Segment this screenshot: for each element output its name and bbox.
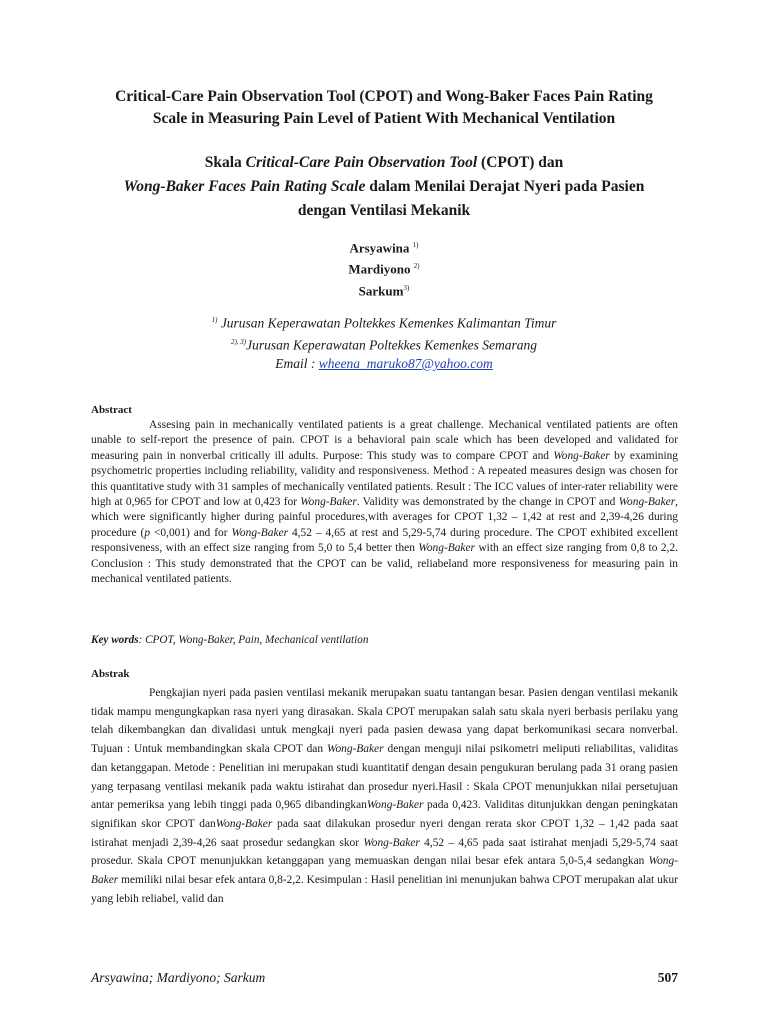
indonesian-title-line2 (60, 175, 708, 199)
abstract-text: 4,52 – 4,65 at rest and 5,29-5,74 during procedure. The CPOT exhibited excellent responsiveness, with an effect size ranging from 5,0 to 5,4 better then (91, 526, 679, 555)
abstrak-text: pada 0,423. Validitas ditunjukkan dengan peningkatan signifikan skor CPOT dan (91, 799, 678, 830)
abstract-heading: Abstract (91, 404, 132, 416)
indonesian-title-line1 (60, 151, 708, 175)
abstract-italic: Wong-Baker (618, 496, 676, 509)
author-3 (0, 279, 768, 300)
english-title-line1: Critical-Care Pain Observation Tool (CPOT) and Wong-Baker Faces Pain Rating (115, 88, 653, 105)
abstrak-text: memiliki nilai besar efek antara 0,8-2,2. Kesimpulan : Hasil penelitian ini menunjukan bahwa CPOT merupakan alat ukur yang lebih reliabel, valid dan (91, 874, 678, 905)
title-text: (CPOT) dan (477, 154, 564, 171)
affil-mark: 2), 3) (230, 337, 247, 346)
keywords-text: : CPOT, Wong-Baker, Pain, Mechanical ventilation (138, 634, 369, 646)
keywords-label: Key words (91, 634, 139, 646)
abstract-italic: Wong-Baker (553, 449, 610, 462)
affil-text: Jurusan Keperawatan Poltekkes Kemenkes Kalimantan Timur (220, 315, 557, 331)
affiliations (0, 311, 768, 373)
email-line (0, 354, 768, 373)
abstrak-text: Pengkajian nyeri pada pasien ventilasi mekanik merupakan suatu tantangan besar. Pasien dengan ventilasi mekanik tidak mampu mengungkapkan rasa nyeri yang dirasakan. Skala CPOT merupakan salah satu skala nyeri berbasis perilaku yang telah dikembangkan dan divalidasi untuk mengkaji nyeri pada pasien dewasa yang dapat berkomunikasi secara nonverbal. Tujuan : Untuk membandingkan skala CPOT dan (91, 687, 678, 756)
title-text: Skala (204, 154, 246, 171)
author-1 (0, 236, 768, 257)
abstrak-text: pada saat dilakukan prosedur nyeri dengan rerata skor CPOT 1,32 – 1,42 pada saat istirahat menjadi 2,39-4,26 saat prosedur sedangkan skor (91, 817, 678, 849)
email-link[interactable]: wheena_maruko87@yahoo.com (318, 356, 493, 371)
author-affil-mark: 1) (412, 241, 419, 249)
abstract-english-body (91, 418, 678, 587)
title-italic-text: Critical-Care Pain Observation Tool (245, 154, 478, 171)
abstract-text: , which were significantly higher during painful procedures,with averages for CPOT 1,32 – 1,42 at rest and 2,39-4,26 during procedure ( (91, 496, 678, 539)
abstrak-italic: Wong-Baker (327, 743, 384, 756)
author-2 (0, 257, 768, 278)
abstract-text: by examining psychometric properties including reliability, validity and responsiveness. Method : A repeated measures design was chosen for this quantitative study with 31 samples of mechanically ventilated patients. Result : The ICC values of inter-rater reliability were high at 0,965 for CPOT and low at 0,423 for (91, 449, 678, 509)
abstract-text: with an effect size ranging from 0,8 to 2,2. Conclusion : This study demonstrated that the CPOT can be valid, reliabeland more responsiveness for measuring pain in mechanical ventilated patients. (91, 542, 678, 586)
affiliation-1 (0, 311, 768, 333)
author-affil-mark: 2) (413, 262, 420, 271)
abstract-italic: Wong-Baker (418, 542, 475, 555)
affil-mark: 1) (211, 316, 218, 324)
abstract-italic: Wong-Baker (300, 496, 357, 509)
keywords (91, 634, 368, 646)
abstrak-text: 4,52 – 4,65 pada saat istirahat menjadi 5,29-5,74 saat prosedur. Skala CPOT menunjukkan ketanggapan yang memuaskan dengan nilai besar efek antara 5,0-5,4 sedangkan (91, 836, 678, 868)
indonesian-title-line3: dengan Ventilasi Mekanik (297, 202, 471, 219)
abstract-text: <0,001) and for (150, 526, 232, 539)
abstract-indonesian-body (91, 684, 678, 908)
abstract-italic: p (144, 526, 151, 539)
footer-authors: Arsyawina; Mardiyono; Sarkum (91, 970, 266, 985)
indonesian-title (60, 151, 708, 223)
abstrak-italic: Wong-Baker (215, 817, 273, 830)
abstrak-italic: Wong-Baker (366, 799, 424, 812)
abstract-english-paragraph (91, 418, 678, 587)
email-label: Email : (275, 356, 319, 371)
abstract-text: . Validity was demonstrated by the change in CPOT and (356, 496, 619, 509)
author-name: Mardiyono (348, 261, 411, 277)
title-text: dalam Menilai Derajat Nyeri pada Pasien (365, 178, 645, 195)
author-name: Arsyawina (349, 240, 410, 256)
abstract-indonesian-paragraph (91, 684, 678, 908)
english-title-line2: Scale in Measuring Pain Level of Patient With Mechanical Ventilation (152, 110, 616, 127)
author-affil-mark: 3) (403, 283, 410, 292)
affiliation-2 (0, 333, 768, 355)
abstrak-italic: Wong-Baker (91, 855, 678, 887)
abstract-text: Assesing pain in mechanically ventilated patients is a great challenge. Mechanical ventilated patients are often unable to self-report the presence of pain. CPOT is a behavioral pain scale which has been developed and validated for measuring pain in nonverbal critically ill adults. Purpose: This study was to compare CPOT and (91, 419, 678, 462)
english-title (60, 86, 708, 130)
affil-text: Jurusan Keperawatan Poltekkes Kemenkes Semarang (246, 337, 538, 352)
abstrak-italic: Wong-Baker (363, 836, 420, 849)
author-name: Sarkum (358, 282, 404, 298)
abstrak-text: dengan menguji nilai psikometri meliputi reliabilitas, validitas dan ketanggapan. Metode : Penelitian ini merupakan studi kuantitatif dengan desain pengukuran berulang pada 31 orang pasien yang terpasang ventilasi mekanik pada waktu istirahat dan prosedur nyeri.Hasil : Skala CPOT menunjukkan nilai persetujuan antar pemeriksa yang lebih tinggi pada 0,965 dibandingkan (91, 743, 679, 812)
title-italic-text: Wong-Baker Faces Pain Rating Scale (123, 178, 366, 195)
page-number: 507 (657, 970, 678, 985)
author-list (0, 236, 768, 300)
abstract-italic: Wong-Baker (231, 526, 289, 539)
abstrak-heading: Abstrak (91, 668, 130, 680)
